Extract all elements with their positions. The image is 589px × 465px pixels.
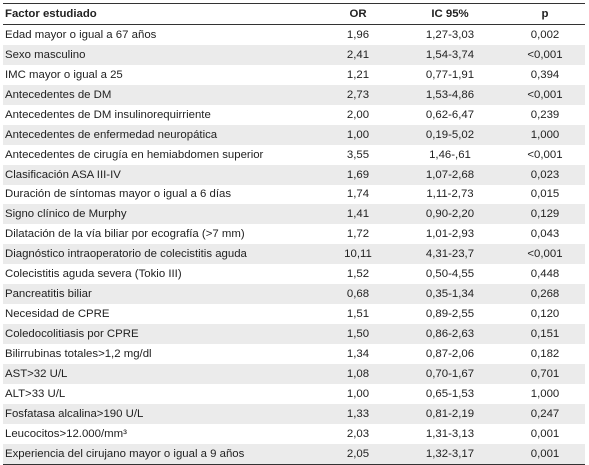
header-ic: IC 95%	[395, 4, 505, 25]
ic-cell: 0,19-5,02	[395, 125, 505, 145]
table-row	[3, 204, 585, 224]
p-cell: 0,268	[505, 284, 585, 304]
or-cell: 1,21	[346, 68, 370, 81]
p-cell: 0,001	[505, 444, 585, 464]
factor-cell: Antecedentes de cirugía en hemiabdomen superior	[5, 148, 264, 161]
factor-cell: Signo clínico de Murphy	[3, 204, 321, 224]
or-cell: 1,34	[346, 347, 370, 360]
or-cell: 1,51	[346, 308, 370, 321]
or-cell: 1,41	[321, 204, 395, 224]
p-cell: 0,394	[530, 68, 560, 81]
factor-cell: Experiencia del cirujano mayor o igual a 9 años	[3, 444, 321, 464]
table-row	[3, 65, 585, 85]
ic-cell: 4,31-23,7	[395, 244, 505, 264]
factor-cell: Edad mayor o igual a 67 años	[5, 28, 157, 41]
header-p: p	[505, 4, 585, 25]
table-row	[3, 145, 585, 165]
p-cell: <0,001	[527, 148, 563, 161]
table-row	[3, 105, 585, 125]
p-cell: 0,151	[505, 324, 585, 344]
or-cell: 2,05	[321, 444, 395, 464]
factor-cell: Leucocitos>12.000/mm³	[5, 427, 127, 440]
ic-cell: 1,01-2,93	[425, 228, 475, 241]
or-cell: 1,72	[346, 228, 370, 241]
table-row	[3, 444, 585, 464]
results-table-container	[3, 3, 585, 465]
p-cell: 1,000	[530, 387, 560, 400]
or-cell: 1,52	[346, 268, 370, 281]
or-cell: 10,11	[321, 244, 395, 264]
ic-cell: 1,53-4,86	[395, 85, 505, 105]
factor-cell: Coledocolitiasis por CPRE	[3, 324, 321, 344]
ic-cell: 1,32-3,17	[395, 444, 505, 464]
ic-cell: 1,46-,61	[429, 148, 471, 161]
table-row	[3, 185, 585, 205]
p-cell: 0,001	[530, 427, 560, 440]
table-body	[3, 25, 585, 465]
table-row	[3, 344, 585, 364]
table-row	[3, 125, 585, 145]
header-factor: Factor estudiado	[3, 4, 321, 25]
or-cell: 1,00	[321, 125, 395, 145]
factor-cell: Clasificación ASA III-IV	[3, 165, 321, 185]
table-row	[3, 384, 585, 404]
ic-cell: 0,35-1,34	[395, 284, 505, 304]
ic-cell: 0,62-6,47	[425, 108, 475, 121]
p-cell: <0,001	[505, 85, 585, 105]
table-row	[3, 244, 585, 264]
factor-cell: Fosfatasa alcalina>190 U/L	[3, 404, 321, 424]
factor-cell: Dilatación de la vía biliar por ecografía (>7 mm)	[5, 228, 245, 241]
factor-cell: Antecedentes de DM	[3, 85, 321, 105]
factor-cell: Duración de síntomas mayor o igual a 6 días	[5, 188, 232, 201]
ic-cell: 0,86-2,63	[395, 324, 505, 344]
factor-cell: Antecedentes de enfermedad neuropática	[3, 125, 321, 145]
table-row	[3, 404, 585, 424]
table-row	[3, 364, 585, 384]
factor-cell: Bilirrubinas totales>1,2 mg/dl	[5, 347, 152, 360]
factor-cell: AST>32 U/L	[3, 364, 321, 384]
ic-cell: 1,07-2,68	[395, 165, 505, 185]
or-cell: 1,08	[321, 364, 395, 384]
table-row	[3, 264, 585, 284]
p-cell: 0,023	[505, 165, 585, 185]
risk-factor-table	[3, 3, 585, 465]
or-cell: 1,74	[346, 188, 370, 201]
p-cell: 0,448	[530, 268, 560, 281]
ic-cell: 0,77-1,91	[425, 68, 475, 81]
or-cell: 1,33	[321, 404, 395, 424]
header-or: OR	[321, 4, 395, 25]
factor-cell: Antecedentes de DM insulinorequirriente	[5, 108, 211, 121]
factor-cell: Colecistitis aguda severa (Tokio III)	[5, 268, 182, 281]
p-cell: 0,015	[530, 188, 560, 201]
p-cell: 0,002	[530, 28, 560, 41]
table-row	[3, 324, 585, 344]
table-header	[3, 4, 585, 25]
or-cell: 1,96	[346, 28, 370, 41]
ic-cell: 1,54-3,74	[395, 45, 505, 65]
ic-cell: 0,65-1,53	[425, 387, 475, 400]
table-row	[3, 85, 585, 105]
p-cell: <0,001	[505, 244, 585, 264]
p-cell: 0,701	[505, 364, 585, 384]
header-row	[3, 4, 585, 25]
table-row	[3, 424, 585, 444]
factor-cell: Necesidad de CPRE	[5, 308, 110, 321]
ic-cell: 0,70-1,67	[395, 364, 505, 384]
factor-cell: Diagnóstico intraoperatorio de colecistitis aguda	[3, 244, 321, 264]
ic-cell: 1,31-3,13	[425, 427, 475, 440]
or-cell: 2,41	[321, 45, 395, 65]
or-cell: 2,73	[321, 85, 395, 105]
or-cell: 2,03	[346, 427, 370, 440]
factor-cell: ALT>33 U/L	[5, 387, 66, 400]
p-cell: <0,001	[505, 45, 585, 65]
table-row	[3, 224, 585, 244]
ic-cell: 1,27-3,03	[425, 28, 475, 41]
factor-cell: IMC mayor o igual a 25	[5, 68, 123, 81]
p-cell: 0,129	[505, 204, 585, 224]
factor-cell: Pancreatitis biliar	[3, 284, 321, 304]
ic-cell: 0,89-2,55	[425, 308, 475, 321]
p-cell: 0,043	[530, 228, 560, 241]
or-cell: 2,00	[346, 108, 370, 121]
ic-cell: 1,11-2,73	[426, 188, 474, 201]
or-cell: 1,69	[321, 165, 395, 185]
table-row	[3, 45, 585, 65]
or-cell: 1,50	[321, 324, 395, 344]
p-cell: 0,247	[505, 404, 585, 424]
factor-cell: Sexo masculino	[3, 45, 321, 65]
ic-cell: 0,90-2,20	[395, 204, 505, 224]
ic-cell: 0,87-2,06	[425, 347, 475, 360]
p-cell: 1,000	[505, 125, 585, 145]
table-row	[3, 304, 585, 324]
p-cell: 0,182	[530, 347, 560, 360]
or-cell: 0,68	[321, 284, 395, 304]
or-cell: 3,55	[346, 148, 370, 161]
ic-cell: 0,50-4,55	[425, 268, 475, 281]
or-cell: 1,00	[346, 387, 370, 400]
ic-cell: 0,81-2,19	[395, 404, 505, 424]
p-cell: 0,120	[530, 308, 560, 321]
table-row	[3, 284, 585, 304]
table-row	[3, 25, 585, 45]
table-row	[3, 165, 585, 185]
p-cell: 0,239	[530, 108, 560, 121]
